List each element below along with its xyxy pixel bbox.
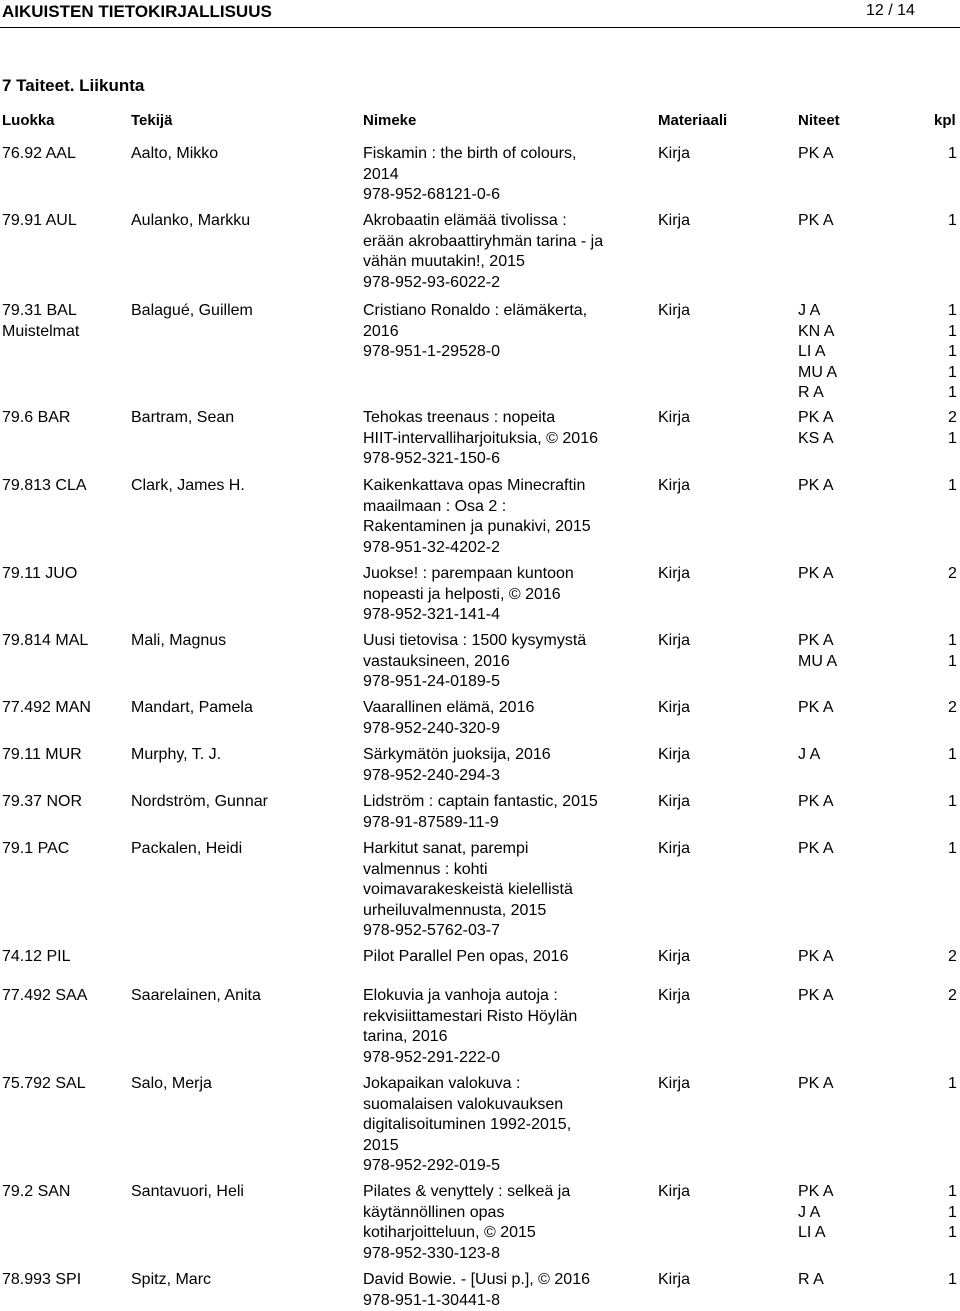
cell-nimeke-line: 978-952-5762-03-7 bbox=[363, 921, 573, 942]
cell-nimeke-line: 978-952-321-150-6 bbox=[363, 449, 598, 470]
cell-kpl-line: 1 bbox=[948, 1270, 957, 1291]
cell-nimeke-line: maailmaan : Osa 2 : bbox=[363, 497, 591, 518]
cell-nimeke-line: David Bowie. - [Uusi p.], © 2016 bbox=[363, 1270, 590, 1291]
cell-niteet-line: KS A bbox=[798, 429, 834, 450]
cell-nimeke-line: vähän muutakin!, 2015 bbox=[363, 252, 603, 273]
cell-nimeke-line: Harkitut sanat, parempi bbox=[363, 839, 573, 860]
cell-kpl-line: 1 bbox=[948, 476, 957, 497]
cell-tekija: Saarelainen, Anita bbox=[131, 986, 261, 1007]
cell-luokka-line: 79.91 AUL bbox=[2, 211, 77, 232]
cell-nimeke-line: 2016 bbox=[363, 322, 587, 343]
cell-niteet-line: J A bbox=[798, 745, 820, 766]
cell-niteet-line: R A bbox=[798, 1270, 824, 1291]
cell-luokka bbox=[2, 408, 70, 429]
cell-tekija: Mali, Magnus bbox=[131, 631, 226, 652]
cell-kpl bbox=[948, 745, 957, 766]
page-header-title: AIKUISTEN TIETOKIRJALLISUUS bbox=[2, 2, 272, 22]
cell-luokka bbox=[2, 144, 76, 165]
cell-kpl-line: 1 bbox=[948, 211, 957, 232]
cell-luokka-line: 79.11 JUO bbox=[2, 564, 77, 585]
cell-kpl-line: 1 bbox=[948, 144, 957, 165]
cell-tekija: Mandart, Pamela bbox=[131, 698, 253, 719]
cell-tekija: Clark, James H. bbox=[131, 476, 245, 497]
cell-kpl-line: 1 bbox=[948, 301, 957, 322]
cell-luokka-line: 79.2 SAN bbox=[2, 1182, 70, 1203]
cell-nimeke bbox=[363, 792, 598, 833]
cell-nimeke bbox=[363, 986, 577, 1068]
cell-kpl-line: 2 bbox=[948, 564, 957, 585]
cell-kpl-line: 1 bbox=[948, 745, 957, 766]
cell-luokka-line: 79.6 BAR bbox=[2, 408, 70, 429]
cell-nimeke-line: 978-952-291-222-0 bbox=[363, 1048, 577, 1069]
cell-niteet bbox=[798, 301, 837, 404]
cell-tekija: Packalen, Heidi bbox=[131, 839, 242, 860]
cell-nimeke-line: Kaikenkattava opas Minecraftin bbox=[363, 476, 591, 497]
cell-niteet-line: LI A bbox=[798, 342, 837, 363]
cell-nimeke-line: suomalaisen valokuvauksen bbox=[363, 1095, 571, 1116]
column-header-tekija: Tekijä bbox=[131, 112, 172, 129]
cell-materiaali: Kirja bbox=[658, 745, 690, 766]
cell-niteet-line: PK A bbox=[798, 408, 834, 429]
cell-nimeke-line: Juokse! : parempaan kuntoon bbox=[363, 564, 574, 585]
cell-luokka-line: 79.813 CLA bbox=[2, 476, 87, 497]
cell-niteet bbox=[798, 631, 837, 672]
column-header-luokka: Luokka bbox=[2, 112, 55, 129]
cell-luokka-line: Muistelmat bbox=[2, 322, 79, 343]
cell-luokka-line: 79.37 NOR bbox=[2, 792, 82, 813]
cell-nimeke-line: rekvisiittamestari Risto Höylän bbox=[363, 1007, 577, 1028]
cell-kpl bbox=[948, 144, 957, 165]
cell-niteet-line: PK A bbox=[798, 631, 837, 652]
cell-niteet-line: PK A bbox=[798, 792, 834, 813]
cell-luokka bbox=[2, 1270, 81, 1291]
cell-niteet bbox=[798, 792, 834, 813]
header-divider bbox=[0, 27, 960, 28]
cell-nimeke-line: 978-91-87589-11-9 bbox=[363, 813, 598, 834]
cell-kpl-line: 1 bbox=[948, 342, 957, 363]
cell-luokka bbox=[2, 211, 77, 232]
cell-kpl-line: 1 bbox=[948, 429, 957, 450]
cell-kpl bbox=[948, 986, 957, 1007]
cell-nimeke-line: Fiskamin : the birth of colours, bbox=[363, 144, 576, 165]
cell-materiaali: Kirja bbox=[658, 301, 690, 322]
cell-luokka bbox=[2, 745, 82, 766]
cell-tekija: Murphy, T. J. bbox=[131, 745, 221, 766]
cell-materiaali: Kirja bbox=[658, 408, 690, 429]
cell-tekija: Salo, Merja bbox=[131, 1074, 212, 1095]
cell-kpl bbox=[948, 631, 957, 672]
cell-nimeke-line: voimavarakeskeistä kielellistä bbox=[363, 880, 573, 901]
cell-nimeke-line: Pilot Parallel Pen opas, 2016 bbox=[363, 947, 568, 968]
cell-materiaali: Kirja bbox=[658, 476, 690, 497]
cell-materiaali: Kirja bbox=[658, 211, 690, 232]
cell-materiaali: Kirja bbox=[658, 698, 690, 719]
cell-kpl-line: 2 bbox=[948, 986, 957, 1007]
cell-nimeke bbox=[363, 476, 591, 558]
cell-nimeke-line: 2015 bbox=[363, 1136, 571, 1157]
cell-kpl bbox=[948, 1182, 957, 1244]
cell-nimeke-line: Rakentaminen ja punakivi, 2015 bbox=[363, 517, 591, 538]
cell-luokka-line: 79.1 PAC bbox=[2, 839, 69, 860]
cell-nimeke-line: Akrobaatin elämää tivolissa : bbox=[363, 211, 603, 232]
cell-kpl bbox=[948, 408, 957, 449]
cell-tekija: Bartram, Sean bbox=[131, 408, 234, 429]
cell-luokka-line: 79.11 MUR bbox=[2, 745, 82, 766]
cell-kpl bbox=[948, 839, 957, 860]
cell-niteet-line: KN A bbox=[798, 322, 837, 343]
cell-luokka-line: 77.492 SAA bbox=[2, 986, 87, 1007]
cell-nimeke-line: Jokapaikan valokuva : bbox=[363, 1074, 571, 1095]
cell-nimeke bbox=[363, 1074, 571, 1177]
cell-nimeke bbox=[363, 1270, 590, 1311]
cell-kpl-line: 1 bbox=[948, 1074, 957, 1095]
cell-kpl-line: 1 bbox=[948, 1223, 957, 1244]
cell-nimeke-line: HIIT-intervalliharjoituksia, © 2016 bbox=[363, 429, 598, 450]
cell-niteet-line: R A bbox=[798, 383, 837, 404]
cell-niteet bbox=[798, 986, 834, 1007]
cell-kpl-line: 1 bbox=[948, 322, 957, 343]
column-header-materiaali: Materiaali bbox=[658, 112, 727, 129]
cell-materiaali: Kirja bbox=[658, 144, 690, 165]
cell-nimeke-line: 978-952-240-294-3 bbox=[363, 766, 551, 787]
cell-kpl bbox=[948, 1270, 957, 1291]
cell-nimeke-line: Elokuvia ja vanhoja autoja : bbox=[363, 986, 577, 1007]
cell-niteet-line: PK A bbox=[798, 839, 834, 860]
cell-niteet bbox=[798, 698, 834, 719]
cell-materiaali: Kirja bbox=[658, 1270, 690, 1291]
cell-materiaali: Kirja bbox=[658, 839, 690, 860]
cell-nimeke-line: 2014 bbox=[363, 165, 576, 186]
cell-nimeke-line: vastauksineen, 2016 bbox=[363, 652, 586, 673]
page-number: 12 / 14 bbox=[866, 2, 915, 20]
cell-materiaali: Kirja bbox=[658, 631, 690, 652]
cell-tekija: Spitz, Marc bbox=[131, 1270, 211, 1291]
cell-luokka-line: 78.993 SPI bbox=[2, 1270, 81, 1291]
cell-luokka bbox=[2, 947, 71, 968]
cell-luokka bbox=[2, 1182, 70, 1203]
cell-nimeke-line: 978-951-1-29528-0 bbox=[363, 342, 587, 363]
cell-kpl-line: 1 bbox=[948, 652, 957, 673]
cell-luokka bbox=[2, 301, 79, 342]
cell-kpl bbox=[948, 1074, 957, 1095]
cell-kpl bbox=[948, 792, 957, 813]
cell-nimeke-line: Tehokas treenaus : nopeita bbox=[363, 408, 598, 429]
cell-materiaali: Kirja bbox=[658, 564, 690, 585]
cell-niteet-line: PK A bbox=[798, 476, 834, 497]
cell-tekija: Nordström, Gunnar bbox=[131, 792, 268, 813]
cell-kpl-line: 2 bbox=[948, 947, 957, 968]
cell-niteet-line: PK A bbox=[798, 144, 834, 165]
cell-nimeke bbox=[363, 1182, 570, 1264]
cell-niteet bbox=[798, 408, 834, 449]
cell-luokka-line: 79.814 MAL bbox=[2, 631, 88, 652]
cell-niteet-line: PK A bbox=[798, 698, 834, 719]
cell-niteet-line: PK A bbox=[798, 211, 834, 232]
cell-nimeke-line: 978-952-321-141-4 bbox=[363, 605, 574, 626]
cell-niteet-line: J A bbox=[798, 1203, 834, 1224]
column-header-nimeke: Nimeke bbox=[363, 112, 416, 129]
cell-niteet bbox=[798, 1270, 824, 1291]
cell-luokka bbox=[2, 698, 91, 719]
cell-niteet bbox=[798, 211, 834, 232]
cell-kpl bbox=[948, 564, 957, 585]
cell-nimeke bbox=[363, 144, 576, 206]
cell-nimeke-line: nopeasti ja helposti, © 2016 bbox=[363, 585, 574, 606]
cell-kpl bbox=[948, 301, 957, 404]
cell-niteet bbox=[798, 1074, 834, 1095]
cell-luokka bbox=[2, 986, 87, 1007]
cell-kpl bbox=[948, 947, 957, 968]
cell-materiaali: Kirja bbox=[658, 1182, 690, 1203]
cell-kpl-line: 2 bbox=[948, 698, 957, 719]
cell-nimeke-line: 978-952-292-019-5 bbox=[363, 1156, 571, 1177]
cell-nimeke-line: tarina, 2016 bbox=[363, 1027, 577, 1048]
cell-nimeke-line: 978-951-1-30441-8 bbox=[363, 1291, 590, 1311]
cell-tekija: Aulanko, Markku bbox=[131, 211, 250, 232]
cell-nimeke-line: 978-951-24-0189-5 bbox=[363, 672, 586, 693]
cell-nimeke-line: erään akrobaattiryhmän tarina - ja bbox=[363, 232, 603, 253]
cell-materiaali: Kirja bbox=[658, 1074, 690, 1095]
cell-niteet-line: PK A bbox=[798, 947, 834, 968]
cell-materiaali: Kirja bbox=[658, 792, 690, 813]
cell-kpl bbox=[948, 211, 957, 232]
cell-nimeke-line: urheiluvalmennusta, 2015 bbox=[363, 901, 573, 922]
cell-nimeke-line: käytännöllinen opas bbox=[363, 1203, 570, 1224]
cell-niteet-line: PK A bbox=[798, 1074, 834, 1095]
cell-nimeke-line: Vaarallinen elämä, 2016 bbox=[363, 698, 534, 719]
cell-nimeke-line: kotiharjoitteluun, © 2015 bbox=[363, 1223, 570, 1244]
cell-nimeke-line: Pilates & venyttely : selkeä ja bbox=[363, 1182, 570, 1203]
cell-luokka bbox=[2, 1074, 86, 1095]
cell-materiaali: Kirja bbox=[658, 947, 690, 968]
cell-nimeke-line: 978-952-240-320-9 bbox=[363, 719, 534, 740]
cell-nimeke-line: Uusi tietovisa : 1500 kysymystä bbox=[363, 631, 586, 652]
cell-nimeke-line: Särkymätön juoksija, 2016 bbox=[363, 745, 551, 766]
cell-tekija: Aalto, Mikko bbox=[131, 144, 218, 165]
cell-niteet-line: LI A bbox=[798, 1223, 834, 1244]
cell-nimeke-line: Lidström : captain fantastic, 2015 bbox=[363, 792, 598, 813]
cell-nimeke bbox=[363, 839, 573, 942]
cell-niteet bbox=[798, 476, 834, 497]
cell-nimeke bbox=[363, 947, 568, 968]
cell-nimeke bbox=[363, 698, 534, 739]
cell-niteet-line: MU A bbox=[798, 652, 837, 673]
cell-luokka-line: 76.92 AAL bbox=[2, 144, 76, 165]
cell-nimeke-line: Cristiano Ronaldo : elämäkerta, bbox=[363, 301, 587, 322]
column-header-niteet: Niteet bbox=[798, 112, 840, 129]
cell-niteet bbox=[798, 839, 834, 860]
cell-niteet bbox=[798, 144, 834, 165]
cell-luokka-line: 77.492 MAN bbox=[2, 698, 91, 719]
cell-luokka bbox=[2, 564, 77, 585]
cell-niteet bbox=[798, 745, 820, 766]
section-title: 7 Taiteet. Liikunta bbox=[2, 76, 144, 96]
cell-kpl bbox=[948, 476, 957, 497]
cell-nimeke-line: valmennus : kohti bbox=[363, 860, 573, 881]
cell-materiaali: Kirja bbox=[658, 986, 690, 1007]
cell-nimeke-line: digitalisoituminen 1992-2015, bbox=[363, 1115, 571, 1136]
cell-luokka bbox=[2, 476, 87, 497]
cell-kpl-line: 1 bbox=[948, 839, 957, 860]
column-header-kpl: kpl bbox=[934, 112, 956, 129]
cell-kpl-line: 1 bbox=[948, 631, 957, 652]
cell-niteet bbox=[798, 1182, 834, 1244]
cell-kpl-line: 1 bbox=[948, 363, 957, 384]
cell-nimeke-line: 978-952-68121-0-6 bbox=[363, 185, 576, 206]
cell-kpl-line: 1 bbox=[948, 1182, 957, 1203]
cell-niteet-line: PK A bbox=[798, 986, 834, 1007]
cell-luokka bbox=[2, 839, 69, 860]
cell-nimeke bbox=[363, 745, 551, 786]
cell-nimeke bbox=[363, 564, 574, 626]
cell-kpl-line: 1 bbox=[948, 1203, 957, 1224]
cell-kpl-line: 1 bbox=[948, 383, 957, 404]
cell-niteet bbox=[798, 564, 834, 585]
cell-niteet bbox=[798, 947, 834, 968]
cell-kpl bbox=[948, 698, 957, 719]
cell-nimeke bbox=[363, 211, 603, 293]
cell-kpl-line: 2 bbox=[948, 408, 957, 429]
cell-luokka bbox=[2, 792, 82, 813]
cell-nimeke-line: 978-951-32-4202-2 bbox=[363, 538, 591, 559]
cell-nimeke-line: 978-952-93-6022-2 bbox=[363, 273, 603, 294]
cell-kpl-line: 1 bbox=[948, 792, 957, 813]
cell-luokka-line: 79.31 BAL bbox=[2, 301, 79, 322]
cell-luokka-line: 75.792 SAL bbox=[2, 1074, 86, 1095]
cell-luokka-line: 74.12 PIL bbox=[2, 947, 71, 968]
cell-nimeke bbox=[363, 301, 587, 363]
cell-niteet-line: MU A bbox=[798, 363, 837, 384]
cell-niteet-line: PK A bbox=[798, 1182, 834, 1203]
cell-nimeke-line: 978-952-330-123-8 bbox=[363, 1244, 570, 1265]
cell-niteet-line: J A bbox=[798, 301, 837, 322]
cell-luokka bbox=[2, 631, 88, 652]
cell-tekija: Balagué, Guillem bbox=[131, 301, 253, 322]
cell-nimeke bbox=[363, 631, 586, 693]
cell-nimeke bbox=[363, 408, 598, 470]
cell-niteet-line: PK A bbox=[798, 564, 834, 585]
cell-tekija: Santavuori, Heli bbox=[131, 1182, 244, 1203]
